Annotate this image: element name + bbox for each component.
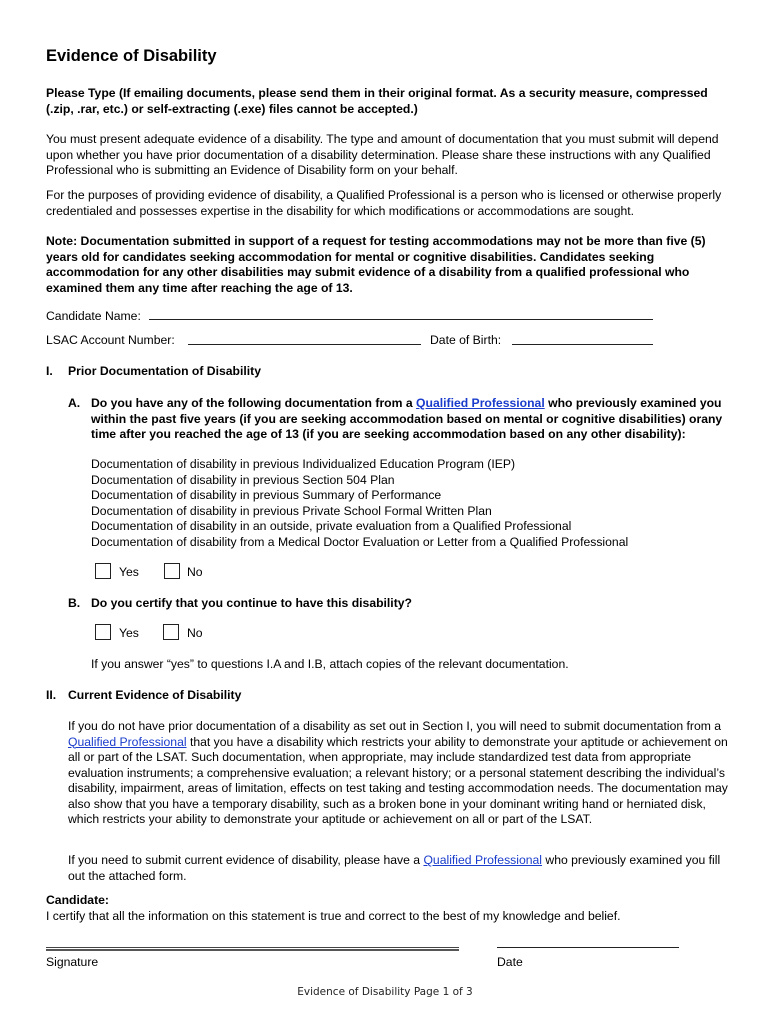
section-2-paragraph-2 xyxy=(68,853,733,884)
documentation-item: Documentation of disability in previous Private School Formal Written Plan xyxy=(91,503,492,518)
intro-paragraph-1: You must present adequate evidence of a disability. The type and amount of documentation that you must submit will depend upon whether you have prior documentation of a disability determination. Please share these instructions with any Qualified Professional who is submitting an Evidence of Disability form on your behalf. xyxy=(46,132,719,177)
documentation-list xyxy=(91,457,731,550)
age-requirement-note: Note: Documentation submitted in support of a request for testing accommodations may not be more than five (5) years old for candidates seeking accommodation for mental or cognitive disabilities. Candidates seeking accommodation for any other disabilities may submit evidence of a disability from a qualified professional who examined them any time after reaching the age of 13. xyxy=(46,234,706,295)
section-1-title: Prior Documentation of Disability xyxy=(68,364,261,378)
page-footer: Evidence of Disability Page 1 of 3 xyxy=(297,986,473,998)
date-label: Date xyxy=(497,955,523,969)
question-b-letter: B. xyxy=(68,596,81,610)
section-2-number: II. xyxy=(46,688,57,702)
documentation-item: Documentation of disability from a Medical Doctor Evaluation or Letter from a Qualified Professional xyxy=(91,534,629,549)
section-2-title: Current Evidence of Disability xyxy=(68,688,242,702)
documentation-item: Documentation of disability in an outside, private evaluation from a Qualified Professional xyxy=(91,519,572,533)
section-2-paragraph-1 xyxy=(68,719,730,828)
question-a-yes-label: Yes xyxy=(119,565,139,579)
question-a-letter: A. xyxy=(68,396,81,410)
signature-label: Signature xyxy=(46,955,99,969)
intro-instructions: Please Type (If emailing documents, please send them in their original format. As a security measure, compressed (.zip, .rar, etc.) or self-extracting (.exe) files cannot be accepted.) xyxy=(46,86,708,116)
qualified-professional-link[interactable]: Qualified Professional xyxy=(423,853,543,867)
question-b-no-label: No xyxy=(187,626,203,640)
question-a-yes-checkbox[interactable] xyxy=(95,563,111,579)
section-1-number: I. xyxy=(46,364,53,378)
section-2-p2-part1: If you need to submit current evidence of disability, please have a xyxy=(68,853,424,867)
question-a-text-part2: who previously examined you within the past five years (if you are seeking accommodation based on mental or cognitive disabilities) orany time after you reached the age of 13 (if you are seeking accommodation based on any other disability): xyxy=(91,396,723,441)
candidate-name-label: Candidate Name: xyxy=(46,309,141,323)
question-b-no-checkbox[interactable] xyxy=(163,624,179,640)
date-of-birth-label: Date of Birth: xyxy=(430,333,502,347)
documentation-item: Documentation of disability in previous Summary of Performance xyxy=(91,488,442,502)
lsac-account-label: LSAC Account Number: xyxy=(46,333,175,347)
section-2-p1-part1: If you do not have prior documentation of a disability as set out in Section I, you will need to submit documentation from a xyxy=(68,719,722,733)
question-b-text: Do you certify that you continue to have this disability? xyxy=(91,596,412,610)
intro-paragraph-2: For the purposes of providing evidence of disability, a Qualified Professional is a person who is licensed or otherwise properly credentialed and possesses expertise in the disability for which modifications or accommodations are sought. xyxy=(46,188,722,218)
question-a-text-part1: Do you have any of the following documentation from a xyxy=(91,396,417,410)
question-b-yes-checkbox[interactable] xyxy=(95,624,111,640)
date-of-birth-field[interactable] xyxy=(512,330,653,345)
section-2-p2-part2: who previously examined you fill out the attached form. xyxy=(68,853,721,883)
lsac-account-field[interactable] xyxy=(188,330,421,345)
documentation-item: Documentation of disability in previous Section 504 Plan xyxy=(91,472,395,487)
attach-documentation-note: If you answer “yes” to questions I.A and I.B, attach copies of the relevant documentation. xyxy=(91,657,569,671)
documentation-item: Documentation of disability in previous Individualized Education Program (IEP) xyxy=(91,457,516,471)
candidate-name-field[interactable] xyxy=(149,305,653,320)
question-a-text xyxy=(91,396,736,443)
section-2-p1-part2: that you have a disability which restricts your ability to demonstrate your aptitude or achievement on all or part of the LSAT. Such documentation, when appropriate, may include standardized test data from appropriate evaluation instruments; a comprehensive evaluation; a relevant history; or a personal statement describing the individual’s disability, impairment, areas of limitation, effects on test taking and testing accommodation needs. The documentation may also show that you have a temporary disability, such as a broken bone in your dominant writing hand or herniated disk, which restricts your ability to demonstrate your aptitude or achievement on all or part of the LSAT. xyxy=(68,734,728,826)
signature-field[interactable] xyxy=(46,947,459,951)
date-signed-field[interactable] xyxy=(497,947,679,948)
question-a-no-checkbox[interactable] xyxy=(164,563,180,579)
question-a-no-label: No xyxy=(187,565,203,579)
page-title: Evidence of Disability xyxy=(46,47,217,65)
certification-statement: I certify that all the information on this statement is true and correct to the best of my knowledge and belief. xyxy=(46,909,621,923)
qualified-professional-link[interactable]: Qualified Professional xyxy=(68,734,187,749)
qualified-professional-link[interactable]: Qualified Professional xyxy=(416,396,545,410)
question-b-yes-label: Yes xyxy=(119,626,139,640)
certification-heading: Candidate: xyxy=(46,893,109,907)
